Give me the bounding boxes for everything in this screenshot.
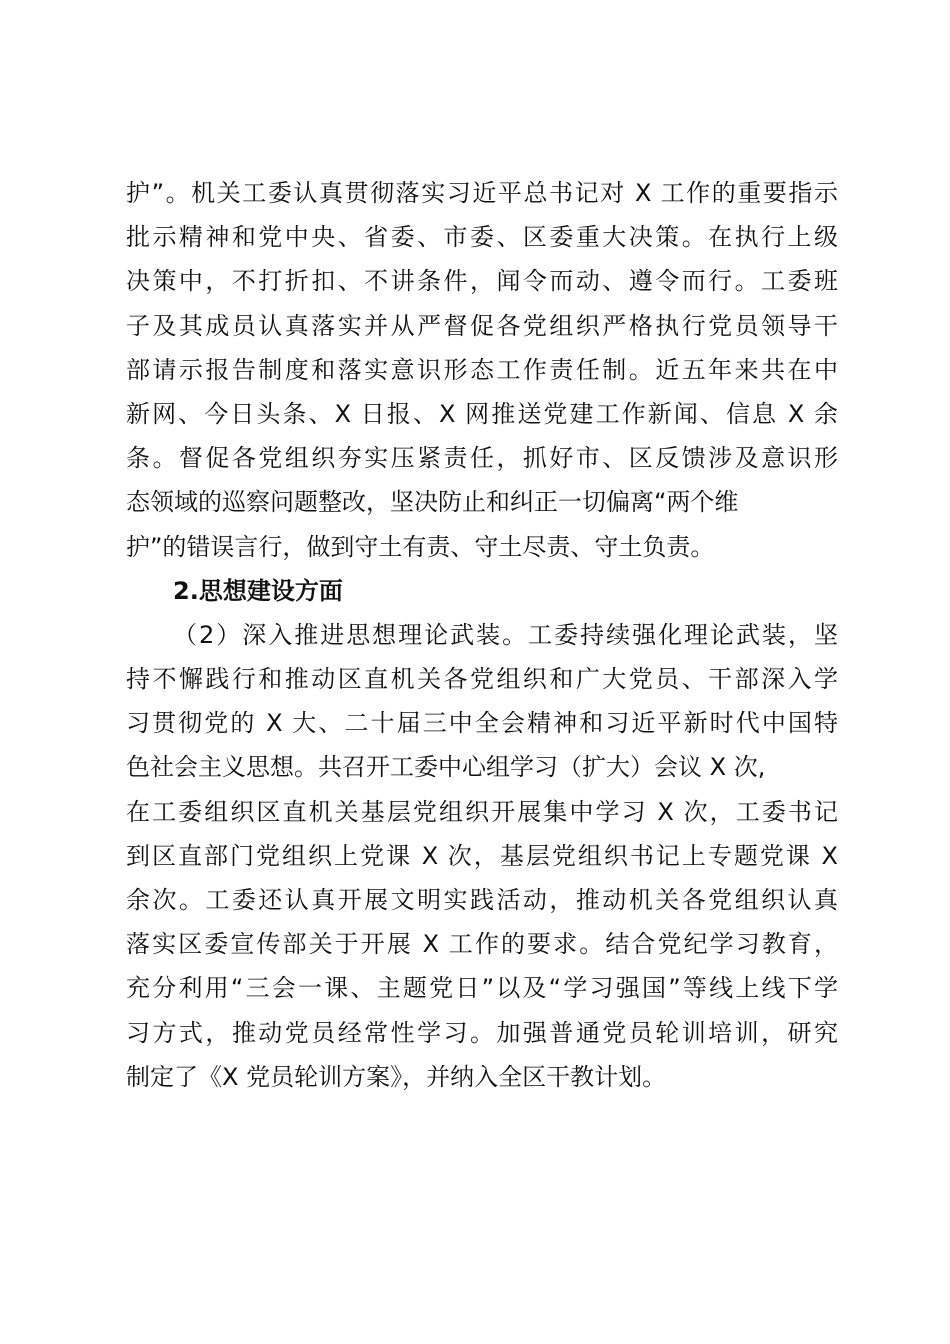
paragraph-line: 习贯彻党的 X 大、二十届三中全会精神和习近平新时代中国特 bbox=[126, 709, 838, 738]
paragraph-line: 子及其成员认真落实并从严督促各党组织严格执行党员领导干 bbox=[126, 311, 838, 340]
paragraph-line: 条。督促各党组织夯实压紧责任，抓好市、区反馈涉及意识形 bbox=[126, 444, 838, 473]
paragraph-2 bbox=[126, 613, 838, 1099]
paragraph-line: 到区直部门党组织上党课 X 次，基层党组织书记上专题党课 X bbox=[126, 841, 838, 870]
paragraph-line: 余次。工委还认真开展文明实践活动，推动机关各党组织认真 bbox=[126, 886, 838, 914]
paragraph-line: 护”。机关工委认真贯彻落实习近平总书记对 X 工作的重要指示 bbox=[126, 179, 838, 207]
paragraph-line: 持不懈践行和推动区直机关各党组织和广大党员、干部深入学 bbox=[126, 665, 838, 694]
document-body bbox=[126, 171, 838, 1099]
paragraph-line: 习方式，推动党员经常性学习。加强普通党员轮训培训，研究 bbox=[126, 1018, 838, 1047]
paragraph-line: 色社会主义思想。共召开工委中心组学习（扩大）会议 X 次, bbox=[126, 753, 766, 782]
paragraph-line: （2）深入推进思想理论武装。工委持续强化理论武装，坚 bbox=[173, 620, 838, 649]
paragraph-line: 批示精神和党中央、省委、市委、区委重大决策。在执行上级 bbox=[126, 223, 838, 252]
paragraph-line: 在工委组织区直机关基层党组织开展集中学习 X 次，工委书记 bbox=[126, 797, 838, 826]
paragraph-line: 态领域的巡察问题整改，坚决防止和纠正一切偏离“两个维 bbox=[126, 488, 739, 517]
paragraph-line: 充分利用“三会一课、主题党日”以及“学习强国”等线上线下学 bbox=[126, 974, 838, 1003]
paragraph-line: 新网、今日头条、X 日报、X 网推送党建工作新闻、信息 X 余 bbox=[126, 399, 838, 428]
paragraph-line: 落实区委宣传部关于开展 X 工作的要求。结合党纪学习教育， bbox=[126, 930, 838, 959]
paragraph-line: 护”的错误言行，做到守土有责、守土尽责、守土负责。 bbox=[126, 532, 715, 561]
paragraph-1 bbox=[126, 171, 838, 569]
section-heading: 2.思想建设方面 bbox=[173, 576, 343, 605]
paragraph-line: 部请示报告制度和落实意识形态工作责任制。近五年来共在中 bbox=[126, 355, 838, 384]
paragraph-line: 决策中，不打折扣、不讲条件，闻令而动、遵令而行。工委班 bbox=[126, 267, 838, 296]
paragraph-line: 制定了《X 党员轮训方案》，并纳入全区干教计划。 bbox=[126, 1062, 667, 1091]
